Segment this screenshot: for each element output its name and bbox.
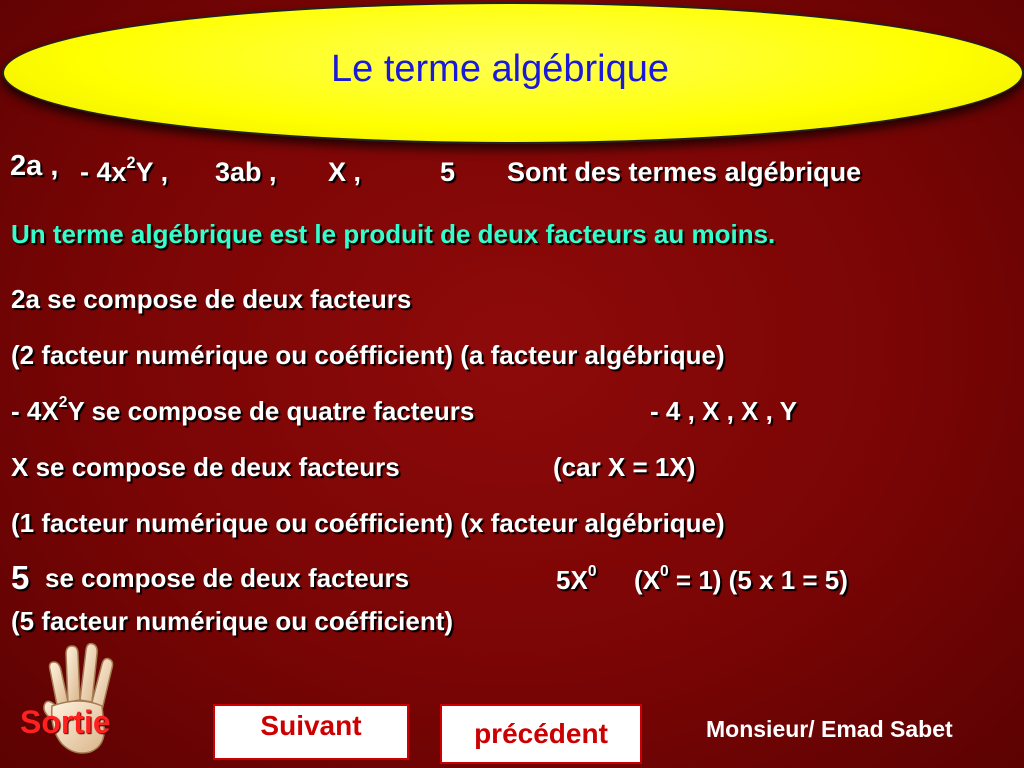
line-5-facteurs: se compose de deux facteurs <box>45 563 410 593</box>
author-credit: Monsieur/ Emad Sabet <box>706 716 953 742</box>
line-x0-equals: $(X^0 = 1)$ (5 x 1 = 5) <box>634 563 848 595</box>
line-x-facteurs: X se compose de deux facteurs <box>11 452 400 482</box>
line-x-note: (car X = 1X) <box>553 452 696 482</box>
term-minus-4x2y: - $4x^2Y$ , <box>80 154 169 187</box>
term-3ab: 3ab , <box>215 157 277 187</box>
line-2a-detail: (2 facteur numérique ou coéfficient) (a facteur algébrique) <box>11 340 725 370</box>
line-5-big: 5 <box>11 559 30 596</box>
next-button[interactable] <box>213 704 409 760</box>
previous-button-label: précédent <box>474 718 608 749</box>
previous-button[interactable] <box>440 704 642 764</box>
term-2a: 2a , <box>10 150 59 182</box>
terms-statement: Sont des termes algébrique <box>507 157 862 187</box>
page-title: Le terme algébrique <box>331 48 669 90</box>
definition-text: Un terme algébrique est le produit de deux facteurs au moins. <box>11 219 776 249</box>
term-5: 5 <box>440 157 456 187</box>
line-x-detail: (1 facteur numérique ou coéfficient) (x facteur algébrique) <box>11 508 725 538</box>
line-2a-facteurs: 2a se compose de deux facteurs <box>11 284 412 314</box>
line-5-detail: (5 facteur numérique ou coéfficient) <box>11 606 454 636</box>
sortie-label[interactable]: Sortie <box>20 704 111 740</box>
next-button-label: Suivant <box>260 710 362 741</box>
term-x: X , <box>328 157 362 187</box>
line-4x2y-facteurs: - $4X^2Y$ se compose de quatre facteurs <box>11 394 475 426</box>
line-5x0: $5X^0$ <box>556 563 597 595</box>
line-4x2y-list: - 4 , X , X , Y <box>650 396 797 426</box>
